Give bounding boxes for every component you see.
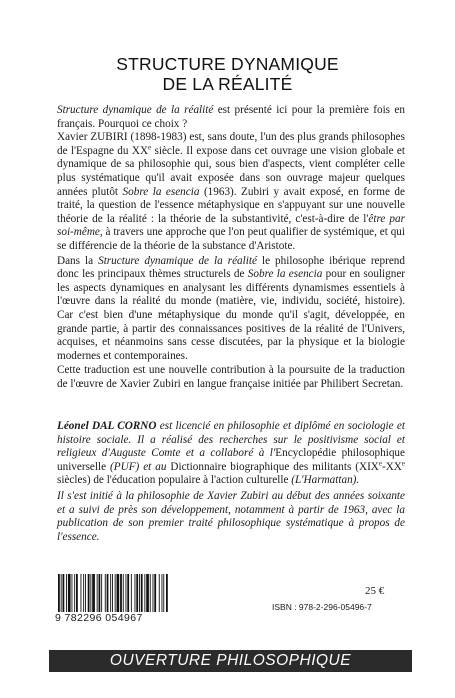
text-run: (PUF) et au bbox=[106, 460, 171, 473]
text-run: est licencié en philosophie et diplômé en sociologie et histoire sociale. Il a réalisé des recherches sur le positivisme social et religieux d'Auguste Comte et a collaboré à l' bbox=[57, 420, 405, 460]
barcode-bar bbox=[153, 574, 154, 614]
barcode-bar bbox=[83, 574, 84, 614]
collection-banner: OUVERTURE PHILOSOPHIQUE bbox=[49, 650, 412, 672]
author-paragraph-1 bbox=[57, 420, 405, 488]
text-run: Dans la bbox=[57, 254, 99, 267]
barcode-bar bbox=[88, 574, 90, 614]
barcode-bar bbox=[68, 574, 71, 614]
barcode-bar bbox=[120, 574, 122, 614]
barcode-bar bbox=[139, 574, 140, 614]
barcode-bar bbox=[154, 574, 156, 614]
text-run: ( bbox=[351, 460, 359, 473]
barcode-bar bbox=[117, 574, 120, 614]
barcode-number: 9 782296 054967 bbox=[55, 612, 171, 624]
work-title-italic: Sobre la esencia bbox=[122, 185, 200, 198]
century-numeral: XX bbox=[131, 144, 149, 157]
barcode-bar bbox=[74, 574, 75, 614]
barcode-bar bbox=[135, 574, 136, 614]
barcode-bar bbox=[163, 574, 164, 614]
barcode-bar bbox=[105, 574, 106, 614]
work-title-upright: Encyclopédie philosophique universelle bbox=[57, 447, 405, 473]
barcode-bar bbox=[123, 574, 124, 614]
isbn: ISBN : 978-2-296-05496-7 bbox=[272, 602, 372, 612]
century-numeral: XIX bbox=[359, 460, 379, 473]
blurb-paragraph-3 bbox=[57, 255, 405, 364]
barcode-bar bbox=[107, 574, 109, 614]
barcode-bar bbox=[72, 574, 73, 614]
barcode-bar bbox=[162, 574, 163, 614]
barcode-bar bbox=[126, 574, 127, 614]
barcode-bar bbox=[58, 574, 60, 614]
text-run: Il s'est initié à la philosophie de Xavier Zubiri au début des années soixante et a suivi de près son développement, notamment à partir de 1963, avec la publication de son premier traité philosophique systématique à propos de l'essence. bbox=[57, 489, 405, 543]
barcode-bar bbox=[92, 574, 95, 614]
barcode-bar bbox=[81, 574, 82, 614]
book-title-italic: Structure dynamique de la réalité bbox=[98, 254, 257, 267]
superscript: e bbox=[401, 459, 405, 468]
emphasis-italic: être par soi-même bbox=[57, 212, 405, 239]
book-title-italic: Structure dynamique de la réalité bbox=[57, 104, 214, 116]
barcode-bar bbox=[63, 574, 65, 614]
title-line-1: STRUCTURE DYNAMIQUE bbox=[116, 54, 339, 74]
barcode-bar bbox=[85, 574, 86, 614]
barcode-bar bbox=[146, 574, 149, 614]
blurb bbox=[57, 104, 405, 391]
barcode-bar bbox=[150, 574, 151, 614]
price: 25 € bbox=[365, 585, 385, 597]
barcode-bar bbox=[136, 574, 138, 614]
barcode-bar bbox=[131, 574, 132, 614]
barcode-bar bbox=[97, 574, 98, 614]
barcode-bar bbox=[76, 574, 78, 614]
barcode-bar bbox=[90, 574, 91, 614]
title-line-2: DE LA RÉALITÉ bbox=[162, 74, 293, 94]
superscript: e bbox=[148, 143, 152, 152]
barcode-bar bbox=[115, 574, 116, 614]
barcode-bar bbox=[66, 574, 67, 614]
text-run: Cette traduction est une nouvelle contribution à la poursuite de la traduction de l'œuvre de Xavier Zubiri en langue française initiée par Philibert Secretan. bbox=[57, 364, 405, 390]
author-bio bbox=[57, 420, 405, 546]
work-title-italic: Sobre la esencia bbox=[247, 268, 323, 281]
barcode-bar bbox=[101, 574, 102, 614]
book-title bbox=[0, 54, 455, 94]
barcode-bar bbox=[127, 574, 129, 614]
author-name: Léonel DAL CORNO bbox=[57, 420, 157, 432]
text-run: le philosophe ibérique reprend donc les principaux thèmes structurels de bbox=[57, 254, 405, 281]
text-run: est présenté ici pour la première fois en français. Pourquoi ce choix ? bbox=[57, 104, 405, 130]
barcode-bar bbox=[166, 574, 168, 614]
blurb-paragraph-1 bbox=[57, 104, 405, 131]
text-run: (1963). Zubiri y avait exposé, en forme de traité, la question de l'essence métaphysique en s'appuyant sur une nouvelle théorie de la réalité : la théorie de la substantivité, c'est-à-dire de l' bbox=[57, 185, 405, 225]
barcode-bar bbox=[144, 574, 145, 614]
publisher-italic: (L'Harmattan). bbox=[288, 474, 360, 487]
blurb-paragraph-4 bbox=[57, 364, 405, 391]
barcode-bar bbox=[110, 574, 111, 614]
work-title-upright: Dictionnaire biographique des militants bbox=[170, 460, 352, 473]
superscript: e bbox=[378, 459, 382, 468]
author-paragraph-2 bbox=[57, 490, 405, 544]
barcode-bar bbox=[99, 574, 101, 614]
century-numeral: -XX bbox=[382, 460, 402, 473]
text-run: siècle. Il expose dans cet ouvrage une vision globale et dynamique de sa philosophie qui, sous bien d'aspects, vient compléter celle plus systématique qu'il avait exposée dans son ouvrage majeur quelques années plutôt bbox=[57, 144, 405, 198]
barcode-bar bbox=[141, 574, 143, 614]
barcode-bars bbox=[58, 574, 168, 614]
text-run: pour en souligner les aspects dynamiques en analysant les différents dynamismes essentiels à l'œuvre dans la réalité du monde (matière, vie, individu, société, histoire). Car c'est bien d'une métaphysique du monde qu'il s'agit, développée, en grande partie, à partir des connaissances positives de la réalité de l'Univers, acquises, et néanmoins sans cesse discutées, par la physique et la biologie modernes et contemporaines. bbox=[57, 268, 406, 362]
barcode-bar bbox=[61, 574, 62, 614]
barcode-bar bbox=[112, 574, 113, 614]
barcode-bar bbox=[159, 574, 160, 614]
text-run: , à travers une approche que l'on peut qualifier de systémique, et qui se différencie de la théorie de la substance d'Aristote. bbox=[57, 226, 405, 252]
text-run: siècles) de l'éducation populaire à l'action culturelle bbox=[57, 474, 289, 487]
text-run: Xavier ZUBIRI (1898-1983) est, sans doute, l'un des plus grands philosophes de l'Espagne du bbox=[57, 131, 405, 157]
blurb-paragraph-2 bbox=[57, 131, 405, 253]
